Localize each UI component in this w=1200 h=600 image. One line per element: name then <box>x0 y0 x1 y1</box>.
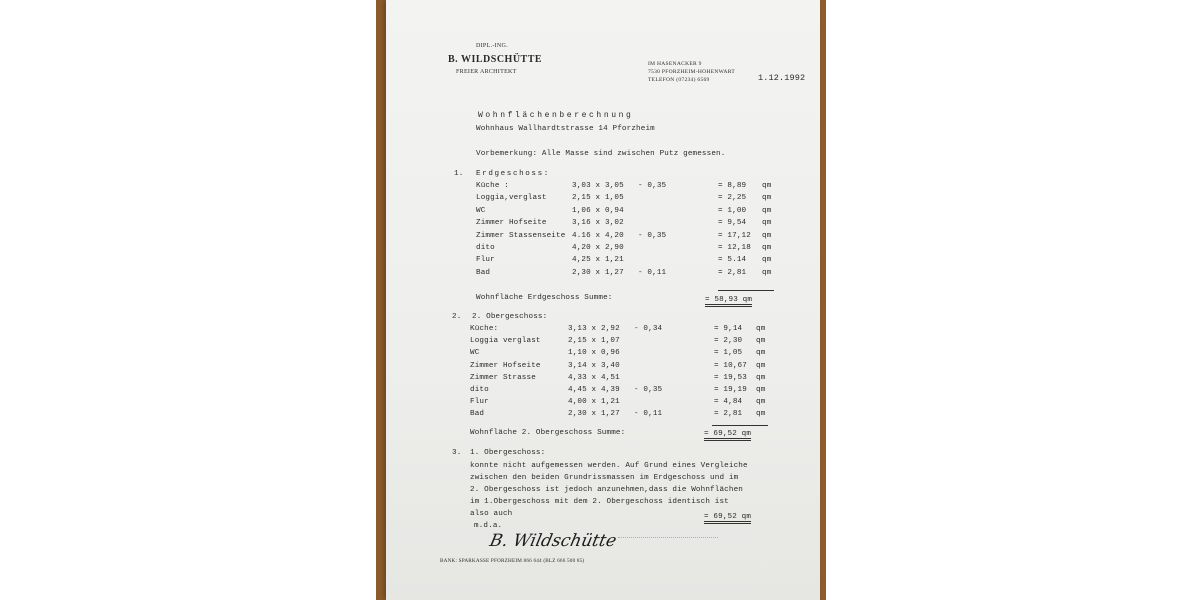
room-deduction: - 0,11 <box>638 268 667 277</box>
area-unit: qm <box>762 244 772 252</box>
room-deduction: - 0,35 <box>638 231 667 240</box>
area-unit: qm <box>756 398 766 407</box>
letterhead-city: 7530 PFORZHEIM-HOHENWART <box>648 69 736 75</box>
area-unit: qm <box>756 337 766 346</box>
room-name: Flur <box>476 256 495 265</box>
subtotal-line <box>712 425 768 426</box>
section-text-line: im 1.Obergeschoss mit dem 2. Obergeschoss identisch ist <box>470 498 729 506</box>
room-area: = 4,84 <box>714 398 743 407</box>
room-calculation: 2,15 x 1,07 <box>568 337 620 346</box>
room-calculation: 2,30 x 1,27 <box>572 268 624 277</box>
section-heading: Erdgeschoss: <box>476 170 550 178</box>
area-unit: qm <box>762 182 772 190</box>
section-heading: 2. Obergeschoss: <box>472 313 548 321</box>
room-calculation: 2,30 x 1,27 <box>568 410 620 419</box>
room-calculation: 4,45 x 4,39 <box>568 386 620 394</box>
room-name: Zimmer Hofseite <box>476 219 547 228</box>
room-calculation: 4.16 x 4,20 <box>572 231 624 240</box>
document-remark: Vorbemerkung: Alle Masse sind zwischen Putz gemessen. <box>476 150 726 158</box>
room-calculation: 1,06 x 0,94 <box>572 206 624 215</box>
room-area: = 5.14 <box>718 256 747 265</box>
area-unit: qm <box>762 268 772 277</box>
room-deduction: - 0,34 <box>634 325 663 333</box>
room-calculation: 4,00 x 1,21 <box>568 398 620 407</box>
document-date: 1.12.1992 <box>758 73 806 83</box>
letterhead-degree: DIPL.-ING. <box>476 43 508 49</box>
area-unit: qm <box>762 231 772 240</box>
room-calculation: 3,03 x 3,05 <box>572 182 624 190</box>
room-name: WC <box>470 349 480 358</box>
room-name: Zimmer Strasse <box>470 373 536 382</box>
letterhead-profession: FREIER ARCHITEKT <box>456 69 517 75</box>
room-area: = 9,54 <box>718 219 747 228</box>
area-unit: qm <box>762 194 772 203</box>
area-unit: qm <box>762 206 772 215</box>
room-name: Zimmer Stassenseite <box>476 231 566 240</box>
room-name: dito <box>476 244 495 252</box>
section-number: 2. <box>452 313 462 321</box>
room-area: = 1,05 <box>714 349 743 358</box>
room-name: Loggia,verglast <box>476 194 547 203</box>
section-number: 3. <box>452 449 462 457</box>
room-calculation: 4,33 x 4,51 <box>568 373 620 382</box>
room-name: Bad <box>470 410 485 419</box>
room-deduction: - 0,11 <box>634 410 663 419</box>
section-total-value: = 58,93 qm <box>705 296 752 307</box>
area-unit: qm <box>762 219 772 228</box>
room-area: = 8,89 <box>718 182 747 190</box>
room-area: = 2,81 <box>718 268 747 277</box>
room-calculation: 4,20 x 2,90 <box>572 244 624 252</box>
room-calculation: 1,10 x 0,96 <box>568 349 620 358</box>
room-calculation: 3,13 x 2,92 <box>568 325 620 333</box>
document-title: Wohnflächenberechnung <box>478 111 634 120</box>
room-name: Flur <box>470 398 489 407</box>
room-area: = 10,67 <box>714 361 747 370</box>
closing-note: m.d.a. <box>474 522 503 530</box>
room-name: Bad <box>476 268 491 277</box>
section-text-line: zwischen den beiden Grundrissmassen im Erdgeschoss und im <box>470 474 739 482</box>
section-total-label: Wohnfläche 2. Obergeschoss Summe: <box>470 429 626 437</box>
section-total-value: = 69,52 qm <box>704 430 751 441</box>
room-area: = 2,30 <box>714 337 743 346</box>
area-unit: qm <box>756 325 766 333</box>
area-unit: qm <box>756 361 766 370</box>
room-deduction: - 0,35 <box>634 386 663 394</box>
section-total-value: = 69,52 qm <box>704 513 751 524</box>
room-area: = 2,81 <box>714 410 743 419</box>
section-text-line: also auch <box>470 510 513 518</box>
section-text-line: 2. Obergeschoss ist jedoch anzunehmen,dass die Wohnflächen <box>470 486 744 494</box>
section-heading: 1. Obergeschoss: <box>470 449 546 457</box>
letterhead-name: B. WILDSCHÜTTE <box>448 54 543 65</box>
document-subtitle: Wohnhaus Wallhardtstrasse 14 Pforzheim <box>476 125 655 133</box>
room-calculation: 3,16 x 3,02 <box>572 219 624 228</box>
room-area: = 17,12 <box>718 231 751 240</box>
area-unit: qm <box>756 349 766 358</box>
room-area: = 2,25 <box>718 194 747 203</box>
room-calculation: 4,25 x 1,21 <box>572 256 624 265</box>
room-name: Küche : <box>476 182 509 190</box>
letterhead-street: IM HASENACKER 9 <box>648 61 702 67</box>
room-area: = 9,14 <box>714 325 743 333</box>
area-unit: qm <box>756 373 766 382</box>
room-name: Zimmer Hofseite <box>470 361 541 370</box>
room-calculation: 2,15 x 1,05 <box>572 194 624 203</box>
room-area: = 19,53 <box>714 373 747 382</box>
room-name: Loggia verglast <box>470 337 541 346</box>
faint-stamp-mark <box>618 537 718 543</box>
section-number: 1. <box>454 170 464 178</box>
area-unit: qm <box>756 410 766 419</box>
room-name: Küche: <box>470 325 499 333</box>
room-calculation: 3,14 x 3,40 <box>568 361 620 370</box>
subtotal-line <box>718 290 774 291</box>
room-deduction: - 0,35 <box>638 182 667 190</box>
room-area: = 12,18 <box>718 244 751 252</box>
section-text-line: konnte nicht aufgemessen werden. Auf Grund eines Vergleiche <box>470 462 748 470</box>
footer-bank: BANK: SPARKASSE PFORZHEIM 866 644 (BLZ 666 500 85) <box>440 558 585 564</box>
room-area: = 19,19 <box>714 386 747 394</box>
area-unit: qm <box>762 256 772 265</box>
section-total-label: Wohnfläche Erdgeschoss Summe: <box>476 294 613 302</box>
room-name: dito <box>470 386 489 394</box>
room-area: = 1,00 <box>718 206 747 215</box>
handwritten-signature: B. Wildschütte <box>487 531 619 551</box>
room-name: WC <box>476 206 486 215</box>
area-unit: qm <box>756 386 766 394</box>
document-page <box>386 0 820 600</box>
letterhead-phone: TELEFON (07234) 6569 <box>648 77 710 83</box>
